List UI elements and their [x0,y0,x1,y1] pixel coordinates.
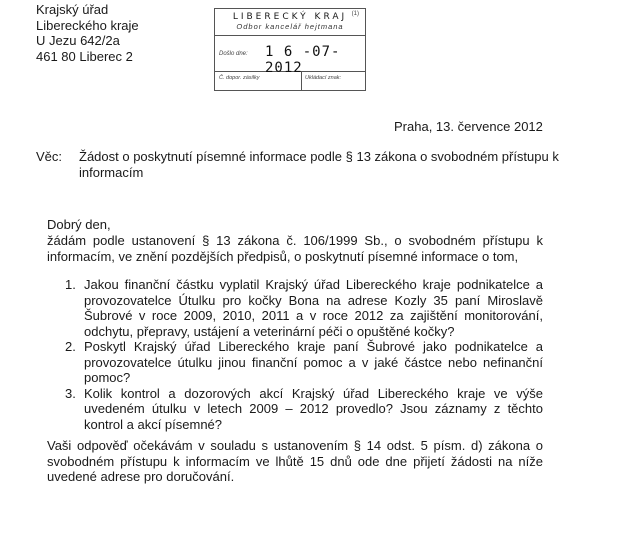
stamp-number: (1) [351,11,359,17]
greeting: Dobrý den, [47,217,111,232]
stamp-received-label: Došlo dne: [219,51,248,57]
list-item [65,277,543,339]
subject-label: Věc: [36,149,63,164]
intro-paragraph: žádám podle ustanovení § 13 zákona č. 106/1999 Sb., o svobodném přístupu k informacím, ve znění pozdějších předpisů, o poskytnutí písemné informace o tom, [47,233,543,264]
addressee-line: U Jezu 642/2a [36,33,120,48]
stamp-storage-label: Ukládací znak: [305,75,342,81]
stamp-received-date: 1 6 -07- 2012 [265,44,341,76]
stamp-subtitle: Odbor kancelář hejtmana [236,22,344,31]
subject-text: Žádost o poskytnutí písemné informace podle § 13 zákona o svobodném přístupu k informacím [79,149,559,180]
addressee-line: Libereckého kraje [36,17,139,33]
closing-paragraph: Vaši odpověď očekávám v souladu s ustanovením § 14 odst. 5 písm. d) zákona o svobodném přístupu k informacím ve lhůtě 15 dnů ode dne přijetí žádosti na níže uvedené adrese pro doručování. [47,438,543,484]
list-item-number: 2. [65,339,76,354]
list-item-text: Jakou finanční částku vyplatil Krajský úřad Libereckého kraje podnikatelce a provozovatelce Útulku pro kočky Bona na adrese Kozly 35 paní Miroslavě Šubrové v roce 2009, 2010, 2011 a v roce 2012 za zajištění monitorování, odchytu, přepravy, ustájení a veterinární péči o opuštěné kočky? [84,277,543,339]
stamp-ref-cell [215,71,302,90]
list-item [65,385,543,433]
date-line: Praha, 13. července 2012 [394,119,543,134]
stamp-ref-label: Č. dopor. zásilky [219,75,260,81]
stamp-title: LIBERECKÝ KRAJ [232,12,348,22]
request-list [47,277,543,432]
list-item-text: Poskytl Krajský úřad Libereckého kraje paní Šubrové jako podnikatelce a provozovatelce útulku jinou finanční pomoc a v jaké částce nebo nefinanční pomoc? [84,339,543,385]
stamp-header [215,9,365,36]
list-item-number: 1. [65,277,76,292]
addressee-line: Krajský úřad [36,2,109,17]
list-item-number: 3. [65,385,76,401]
list-item-text: Kolik kontrol a dozorových akcí Krajský úřad Libereckého kraje ve výše uvedeném útulku v letech 2009 – 2012 provedlo? Jsou záznamy z těchto kontrol a akcí písemné? [84,385,543,432]
addressee-block [36,2,139,64]
registry-stamp [214,8,366,91]
stamp-received-row [215,35,365,76]
stamp-bottom-row [215,71,365,90]
list-item [65,339,543,386]
addressee-line: 461 80 Liberec 2 [36,48,133,64]
